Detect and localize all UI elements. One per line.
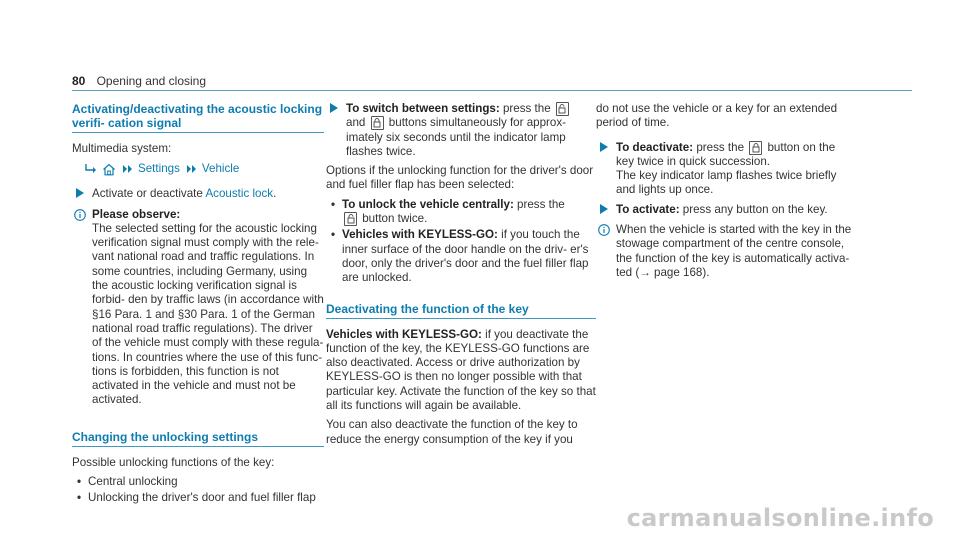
step-text: Activate or deactivate <box>92 187 206 201</box>
triangle-right-icon <box>326 102 346 117</box>
section-heading-deactivating-key: Deactivating the function of the key <box>326 302 596 319</box>
menu-vehicle-label: Vehicle <box>201 162 240 176</box>
step-activate: To activate: press any button on the key. <box>596 203 856 218</box>
note-please-observe <box>72 208 324 408</box>
triangle-right-icon <box>596 203 616 218</box>
page-title: Opening and closing <box>96 74 207 88</box>
menu-settings-item[interactable] <box>122 161 180 177</box>
page-reference-arrow: → <box>639 265 651 279</box>
section-heading-acoustic-locking: Activating/deactivating the acoustic locking verifi- cation signal <box>72 102 324 133</box>
header-rule <box>72 90 912 91</box>
triangle-right-icon <box>596 141 616 156</box>
double-chevron-right-icon <box>186 164 198 174</box>
note-text: The selected setting for the acoustic locking verification signal must comply with the rele- vant national road and traffic regulations. In some countries, including Germany, using the acoustic locking verification signal is forbid- den by traffic laws (in accordance with §16 Para. 1 and §30 Para. 1 of the German national road traffic regulations). The driver of the vehicle must comply with these regula- tions. In countries where the use of this func- tions is forbidden, this function is not activated in the vehicle and must not be activated. <box>92 221 324 407</box>
energy-paragraph: You can also deactivate the function of the key to reduce the energy consumption of the key if you <box>326 418 578 446</box>
list-item: • Unlocking the driver's door and fuel filler flap <box>77 491 316 505</box>
possible-functions-text: Possible unlocking functions of the key: <box>72 455 275 469</box>
section-heading-unlocking-settings: Changing the unlocking settings <box>72 430 324 447</box>
unlock-key-icon <box>556 102 569 116</box>
note-stowage: When the vehicle is started with the key in the stowage compartment of the centre console, the function of the key is automatically activa- ted (→ page 168). <box>596 223 856 280</box>
menu-path <box>84 161 324 177</box>
step-suffix: . <box>273 187 277 201</box>
acoustic-lock-link[interactable]: Acoustic lock <box>205 187 274 201</box>
column-2 <box>326 102 596 452</box>
lock-key-icon <box>749 141 762 155</box>
step-switch-settings: To switch between settings: press the and buttons simultaneously for approx- imately six seconds until the indicator lamp flashes twice. <box>326 102 596 159</box>
list-item: • Central unlocking <box>77 475 178 489</box>
info-circle-icon <box>72 208 92 225</box>
step-deactivate: To deactivate: press the button on the key twice in quick succession. The key indicator lamp flashes twice briefly and lights up once. <box>596 141 856 198</box>
unlocking-functions-list <box>72 475 324 506</box>
triangle-right-icon <box>72 187 92 202</box>
double-chevron-right-icon <box>122 164 134 174</box>
menu-vehicle-item[interactable] <box>186 161 239 177</box>
options-text: Options if the unlocking function for the driver's door and fuel filler flap has been selected: <box>326 164 594 192</box>
system-label: Multimedia system: <box>72 142 172 155</box>
watermark: carmanualsonline.info <box>626 503 934 532</box>
page-number: 80 <box>72 74 86 88</box>
column-1 <box>72 102 324 512</box>
note-title: Please observe: <box>92 207 181 221</box>
lock-key-icon <box>371 116 384 130</box>
options-list <box>326 198 596 286</box>
unlock-key-icon <box>344 212 357 226</box>
info-circle-icon <box>596 223 616 240</box>
page-reference[interactable]: page 168). <box>650 265 710 279</box>
page-header <box>72 74 206 90</box>
continuation-paragraph: do not use the vehicle or a key for an extended period of time. <box>596 102 838 130</box>
switch-label: To switch between settings: <box>346 102 500 115</box>
home-icon[interactable] <box>102 163 116 176</box>
list-item: • Vehicles with KEYLESS-GO: if you touch the inner surface of the door handle on the driv- er's door, only the driver's door and the fuel filler flap are unlocked. <box>331 228 589 285</box>
step-activate-acoustic-lock <box>72 187 324 202</box>
column-3 <box>596 102 856 285</box>
return-arrow-icon <box>84 163 98 175</box>
menu-settings-label: Settings <box>138 162 180 176</box>
list-item: • To unlock the vehicle centrally: press the button twice. <box>331 197 565 226</box>
keyless-go-paragraph: Vehicles with KEYLESS-GO: if you deactivate the function of the key, the KEYLESS-GO functions are also deactivated. Access or drive authorization by KEYLESS-GO is then no longer possible with that particular key. Activate the function of the key so that all its functions will again be available. <box>326 327 596 413</box>
